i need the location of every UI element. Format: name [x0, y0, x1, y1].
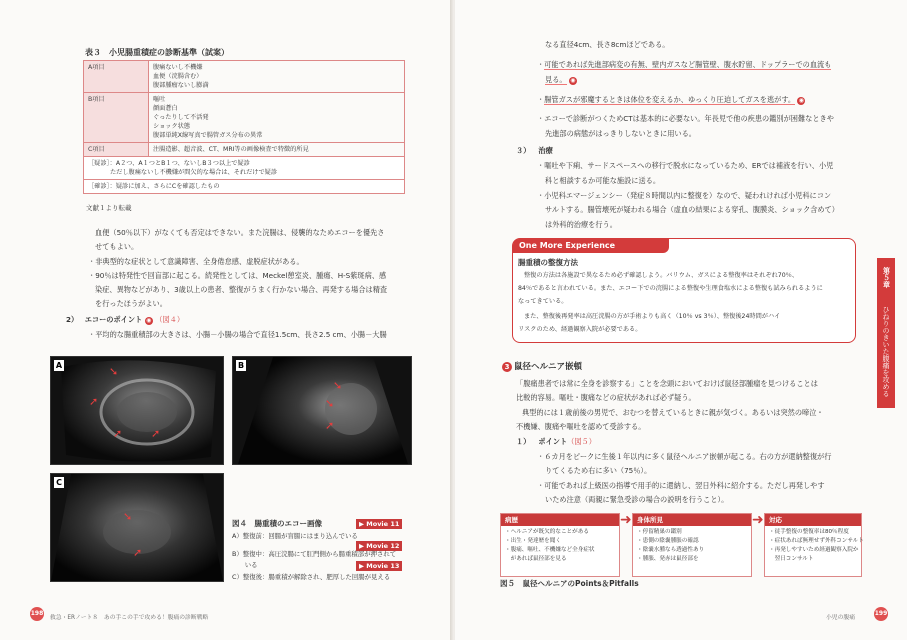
body-text: なる直径4cm、長さ8cmほどである。 [545, 40, 670, 49]
body-text: ・非典型的な症状として意識障害、全身倦怠感、虚脱症状がある。 [88, 257, 304, 266]
figure-caption-title: 図４ 腸重積のエコー画像 [232, 519, 322, 528]
pp-box-history [500, 513, 620, 577]
criteria-table [83, 60, 405, 194]
table-cell: 注腸造影、超音波、CT、MRI等の画像検査で特徴的所見 [149, 143, 405, 157]
ome-text: 整復の方法は各施設で異なるため必ず確認しよう。バリウム、ガスによる整復率はそれぞれ70％、 [524, 272, 799, 279]
body-text: ・平均的な腸重積部の大きさは、小腸－小腸の場合で直径1.5cm、長さ2.5 cm、小腸－大腸 [88, 330, 387, 339]
body-text: 不機嫌、腹痛や嘔吐を認めて受診する。 [516, 422, 646, 431]
ome-text: 84％であると言われている。また、エコー下での浣腸による整復や生理食塩水による整復も試みられるように [518, 285, 823, 292]
play-icon: ▶ [359, 520, 364, 528]
arrow-icon: ➘ [333, 379, 343, 392]
body-text: ・腸管ガスが邪魔するときは体位を変えるか、ゆっくり圧迫してガスを逃がす。 ◉ [537, 95, 805, 104]
criterion: 腹痛ないし不機嫌 [153, 64, 203, 71]
ome-text: リスクのため、経過観察入院が必要である。 [518, 326, 642, 333]
echo-image-c [50, 473, 224, 582]
body-text: ・嘔吐や下痢、サードスペースへの移行で脱水になっているため、ERでは補液を行い、小児 [537, 161, 834, 170]
body-text: ・90％は特発性で回盲部に起こる。続発性としては、Meckel憩室炎、腫瘍、H-S紫斑病、感 [88, 271, 387, 280]
body-text: 見る。 ◉ [545, 75, 576, 84]
criterion: 顔面蒼白 [153, 105, 178, 112]
table-notes [84, 157, 405, 180]
echo-image-b [232, 356, 412, 465]
note-line: ただし腹痛ないし不機嫌が間欠的な場合は、それだけで疑診 [110, 169, 278, 176]
table-cell [149, 61, 405, 93]
body-text: ・可能であれば先進部病変の有無、壁内ガスなど腸管壁、腹水貯留、ドップラーでの血流も [537, 60, 832, 69]
table-title: 表３ 小児腸重積症の診断基準（試案） [85, 48, 229, 57]
arrow-right-icon: ➜ [752, 512, 764, 528]
ultrasound-scan [51, 357, 223, 464]
play-icon: ▶ [359, 562, 364, 570]
body-text: いため注意（両親に緊急受診の場合の説明を行うこと）。 [545, 495, 729, 504]
figure-label: B [237, 361, 245, 370]
table-row [84, 180, 405, 194]
body-text: ・可能であれば上級医の指導で用手的に還納し、翌日外科に紹介する。ただし再発しやす [537, 481, 825, 490]
section-heading: ３） 治療 [516, 146, 553, 155]
pp-box-body: ・徒手整復の整復率は80％程度 ・症状あれば無理せず外科コンサルト ・再発しやすいため経過観察入院か 翌日コンサルト [769, 529, 864, 562]
pp-box-title: 身体所見 [633, 514, 751, 526]
table-notes: ［確診］：疑診に加え、さらにCを確認したもの [84, 180, 405, 194]
section-heading: １） ポイント（図５） [516, 437, 596, 446]
table-row [84, 93, 405, 143]
table-row-head: A項目 [84, 61, 149, 93]
arrow-icon: ➚ [133, 546, 143, 559]
ome-subtitle: 腸重積の整復方法 [518, 258, 578, 267]
ome-text: また、整復後再発率は高圧浣腸の方が手術よりも高く（10％ vs 3％）、整復後24時間がハイ [524, 313, 781, 320]
body-text: 科と相談するか可能な施設に送る。 [545, 176, 661, 185]
table-row [84, 143, 405, 157]
table-row-head: B項目 [84, 93, 149, 143]
cd-icon: ◉ [146, 317, 152, 324]
pp-box-management [764, 513, 862, 577]
arrow-icon: ➚ [89, 395, 99, 408]
pp-box-title: 病歴 [501, 514, 619, 526]
page-number: 199 [874, 607, 888, 621]
figure-label: C [54, 477, 64, 488]
caption-line: B）整復中：高圧浣腸にて肛門側から腸重積部が押されて [232, 550, 397, 558]
table-row-head: C項目 [84, 143, 149, 157]
body-text: 「腹痛患者では常に全身を診察する」ことを念頭においておけば鼠径部腫瘤を見つけることは [516, 379, 818, 388]
caption-line: C）整復後：腸重積が解除され、肥厚した回腸が見える [232, 573, 391, 581]
body-text: ・エコーで診断がつくためCTは基本的に必要ない。年長児で他の疾患の鑑別が困難なときや [537, 114, 834, 123]
criterion: ショック状態 [153, 123, 191, 130]
movie-11-link[interactable]: ▶ Movie 11 [356, 519, 402, 529]
page-number: 198 [30, 607, 44, 621]
criterion: 腹部単純X線写真で腸管ガス分布の異常 [153, 132, 263, 139]
criterion: ぐったりして不活発 [153, 114, 209, 121]
body-text: サルトする。腸管壊死が疑われる場合（虚血の結果による穿孔、腹膜炎、ショック含めて） [545, 205, 839, 214]
ome-text: なってきている。 [518, 298, 568, 305]
body-text: 血便（50％以下）がなくても否定はできない。また浣腸は、侵襲的なためエコーを優先さ [95, 228, 385, 237]
echo-image-a [50, 356, 224, 465]
body-text: ・６カ月をピークに生後１年以内に多く鼠径ヘルニア嵌頓が起こる。右の方が還納整復が行 [537, 452, 832, 461]
running-footer: 小児の腹痛 [826, 615, 855, 621]
running-footer: 救急・ERノート８ あの手この手で攻める！腹痛の診断戦略 [50, 615, 209, 621]
section-heading: 2） エコーのポイント ◉ （図４） [66, 315, 185, 324]
pp-box-body: ・停留精巣の鑑別 ・患側の陰嚢腫脹の確認 ・陰嚢水腫なら透過性あり ・腫脹、発赤は鼠径部を [637, 529, 705, 562]
body-text: 染症、異物などがあり、3歳以上の患者、整復がうまく行かない場合、再発する場合は精査 [95, 285, 388, 294]
pp-box-body: ・ヘルニアが既欠的なことがある ・出生・発達歴を聞く ・腹痛、嘔吐、不機嫌など全身症状 があれば鼠径部を見る [505, 529, 595, 562]
cd-icon: ◉ [570, 77, 576, 84]
body-text: 先進部の病態がはっきりしないときに用いる。 [545, 129, 696, 138]
caption-line: A）整復前：回腸が盲腸にはまり込んでいる [232, 532, 358, 540]
citation: 文献１より転載 [86, 204, 132, 212]
arrow-icon: ➚ [113, 427, 123, 440]
ultrasound-scan [233, 357, 411, 464]
table-cell [149, 93, 405, 143]
movie-13-link[interactable]: ▶ Movie 13 [356, 561, 402, 571]
arrow-icon: ➚ [151, 427, 161, 440]
body-text: 典型的には１歳前後の男児で、おむつを替えているときに親が気づく。あるいは突然の啼泣・ [522, 408, 824, 417]
body-text: ・小児科エマージェンシー（発症８時間以内に整復を）なので、疑われければ小児科にコン [537, 191, 832, 200]
arrow-icon: ➘ [325, 397, 335, 410]
section-heading: 3 鼠径ヘルニア嵌頓 [502, 361, 582, 375]
arrow-icon: ➘ [109, 365, 119, 378]
figure-label: A [55, 361, 63, 370]
body-text: は外科的治療を行う。 [545, 220, 617, 229]
body-text: 比較的容易。嘔吐・腹痛などの症状があれば必ず疑う。 [516, 393, 696, 402]
note-line: ［疑診］：A２つ、A１つとB１つ、ないしB３つ以上で疑診 [88, 160, 250, 167]
body-text: せてもよい。 [95, 242, 139, 251]
ultrasound-scan [51, 474, 223, 581]
arrow-right-icon: ➜ [620, 512, 632, 528]
play-icon: ▶ [359, 542, 364, 550]
table-row [84, 157, 405, 180]
ome-title: One More Experience [513, 239, 669, 253]
pp-box-exam [632, 513, 752, 577]
criterion: 腹部腫瘤ないし膨満 [153, 82, 209, 89]
criterion: 嘔吐 [153, 96, 166, 103]
body-text: りてくるため右に多い（75％）。 [545, 466, 652, 475]
arrow-icon: ➘ [123, 510, 133, 523]
pp-box-title: 対応 [765, 514, 861, 526]
figure-caption-title: 図５ 鼠径ヘルニアのPoints＆Pitfalls [500, 579, 639, 588]
chapter-tab: 第５章 ひねりのきいた腹痛を攻める [877, 258, 895, 408]
cd-icon: ◉ [798, 97, 805, 104]
table-row [84, 61, 405, 93]
criterion: 血便（浣腸含む） [153, 73, 203, 80]
arrow-icon: ➚ [325, 419, 335, 432]
body-text: を行ったほうがよい。 [95, 299, 167, 308]
caption-line: いる [232, 561, 258, 569]
movie-12-link[interactable]: ▶ Movie 12 [356, 541, 402, 551]
